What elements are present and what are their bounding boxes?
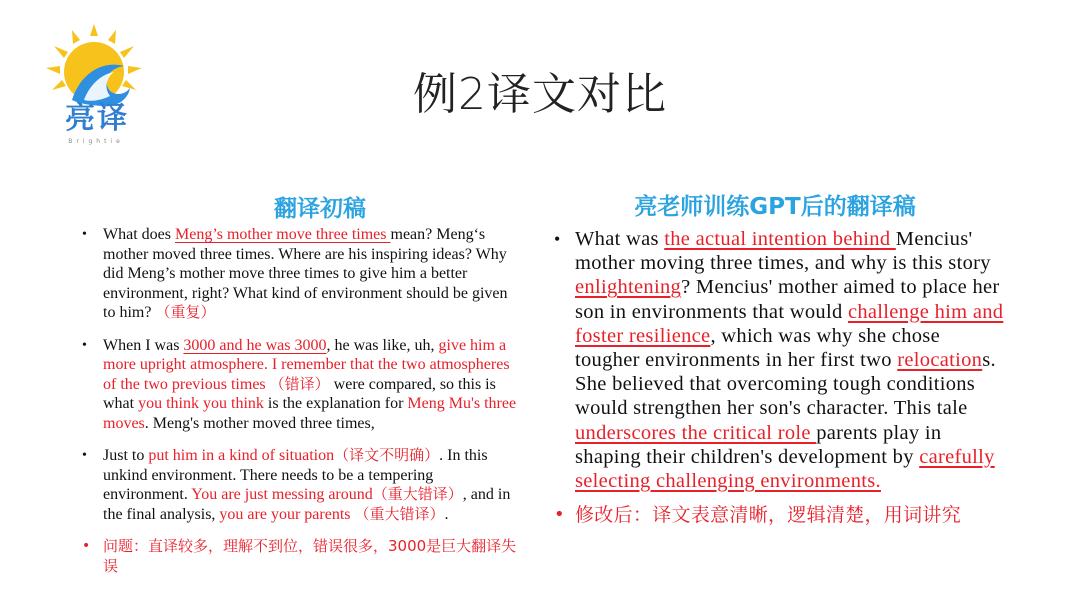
error-highlight: give him a more upright atmosphere. I remember that the two atmospheres of the two previous times: [103, 336, 510, 393]
page-title: 例2译文对比: [413, 69, 667, 120]
error-note: （重复）: [155, 303, 216, 321]
left-column-title: 翻译初稿: [274, 196, 366, 222]
error-note: （错译）: [269, 374, 330, 393]
improvement-highlight: relocation: [897, 349, 983, 372]
error-highlight: 3000 and he was 3000: [183, 336, 327, 354]
right-column-title: 亮老师训练GPT后的翻译稿: [634, 194, 916, 220]
improvement-highlight: underscores the critical role: [575, 421, 817, 444]
error-note: （重大错译）: [372, 485, 463, 503]
logo-subtext: Brightie: [68, 138, 124, 145]
draft-problem-note: • 问题：直译较多，理解不到位，错误很多，3000是巨大翻译失误: [82, 537, 522, 576]
improvement-highlight: carefully selecting challenging environments.: [575, 445, 995, 493]
error-highlight: you think you think: [138, 395, 264, 412]
error-highlight: Meng’s mother move three times: [174, 226, 391, 243]
improvement-highlight: the actual intention behind: [664, 228, 896, 250]
draft-item-1: • What does Meng’s mother move three times mean? Meng‘s mother moved three times. Where are his inspiring ideas? Why did Meng’s mother move three times to give him a better environment, right? What kind of environment should be given to him? （重复）: [82, 225, 522, 323]
improvement-highlight: enlightening: [575, 276, 682, 299]
error-note: （译文不明确）: [334, 446, 440, 464]
draft-item-2: • When I was 3000 and he was 3000, he was like, uh, give him a more upright atmosphere. I remember that the two atmospheres of the two previous times （错译） were compared, so this is what you think you think is the explanation for Meng Mu's three moves. Meng's mother moved three times,: [82, 336, 522, 434]
improvement-highlight: challenge him and foster resilience: [575, 300, 1004, 347]
error-highlight: Meng Mu's three moves: [103, 395, 517, 432]
revised-summary-note: • 修改后：译文表意清晰，逻辑清楚，用词讲究: [554, 503, 1004, 527]
revised-translation-list: [554, 227, 1004, 537]
error-highlight: you are your parents: [219, 505, 355, 523]
error-highlight: You are just messing around: [191, 486, 373, 503]
draft-item-3: • Just to put him in a kind of situation（译文不明确）. In this unkind environment. There needs to be a tempering environment. You are just messing around（重大错译）, and in the final analysis, you are your parents （重大错译）.: [82, 446, 522, 524]
logo-text: 亮译: [65, 101, 129, 136]
draft-translation-list: [82, 225, 522, 589]
error-highlight: put him in a kind of situation: [148, 447, 335, 464]
error-note: （重大错译）: [354, 504, 445, 523]
revised-item-1: • What was the actual intention behind Mencius' mother moving three times, and why is this story enlightening? Mencius' mother aimed to place her son in environments that would challenge him and foster resilience, which was why she chose tougher environments in her first two relocations. She believed that overcoming tough conditions would strengthen her son's character. This tale underscores the critical role parents play in shaping their children's development by carefully selecting challenging environments.: [554, 227, 1004, 493]
